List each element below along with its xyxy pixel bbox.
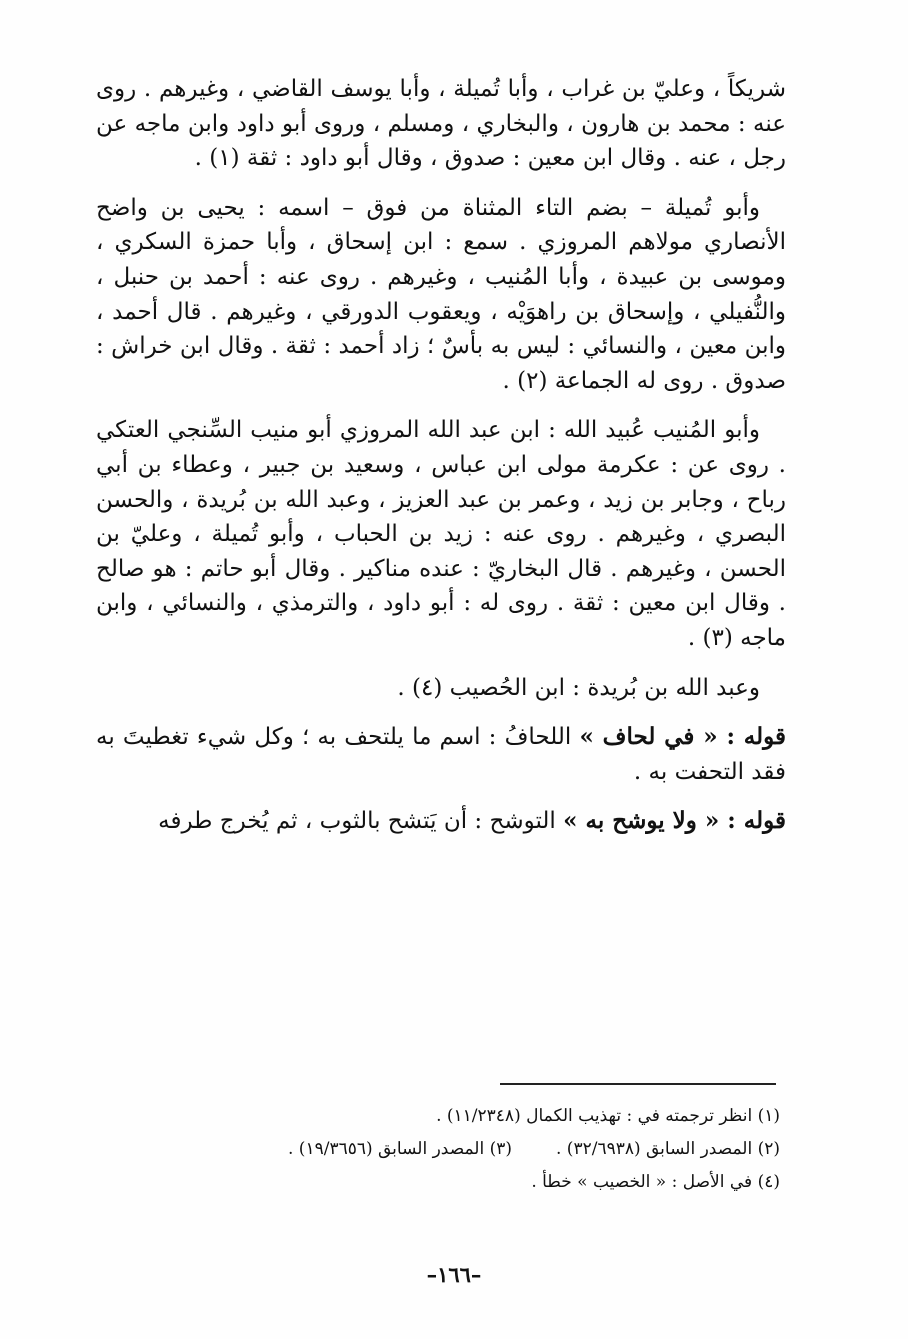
footnote-row-3 xyxy=(96,1166,780,1199)
footnote-1: (١) انظر ترجمته في : تهذيب الكمال (١١/٢٣٤٨) . xyxy=(436,1106,780,1126)
footnote-row-2 xyxy=(96,1133,780,1166)
paragraph-3: وأبو المُنيب عُبيد الله : ابن عبد الله المروزي أبو منيب السِّنجي العتكي . روى عن : عكرمة مولى ابن عباس ، وسعيد بن جبير ، وعطاء بن أبي رباح ، وجابر بن زيد ، وعمر بن عبد العزيز ، وعبد الله بن بُريدة ، والحسن البصري ، وغيرهم . روى عنه : زيد بن الحباب ، وأبو تُميلة ، وعليّ بن الحسن ، وغيرهم . قال البخاريّ : عنده مناكير . وقال أبو حاتم : هو صالح . وقال ابن معين : ثقة . روى له : أبو داود ، والترمذي ، والنسائي ، وابن ماجه (٣) . xyxy=(96,417,786,651)
paragraph-4: وعبد الله بن بُريدة : ابن الحُصيب (٤) . xyxy=(397,674,760,701)
main-text xyxy=(96,72,786,839)
qawl-text-1: اللحافُ : اسم ما يلتحف به ؛ وكل شيء تغطيتَ به فقد التحفت به . xyxy=(96,724,786,785)
footnote-separator xyxy=(500,1083,776,1085)
footnote-row-1 xyxy=(96,1100,780,1133)
page-number: –١٦٦– xyxy=(426,1262,482,1287)
qawl-paragraph-2 xyxy=(96,804,786,839)
qawl-label-1: قوله : « في لحاف » xyxy=(579,723,786,751)
paragraph-1: شريكاً ، وعليّ بن غراب ، وأبا تُميلة ، وأبا يوسف القاضي ، وغيرهم . روى عنه : محمد بن هارون ، والبخاري ، ومسلم ، وروى أبو داود وابن ماجه عن رجل ، عنه . وقال ابن معين : صدوق ، وقال أبو داود : ثقة (١) . xyxy=(96,76,786,172)
footnote-2: (٢) المصدر السابق (٣٢/٦٩٣٨) . xyxy=(556,1139,780,1159)
qawl-paragraph-1 xyxy=(96,720,786,789)
footnote-4: (٤) في الأصل : « الخصيب » خطأ . xyxy=(531,1172,780,1192)
footnotes xyxy=(96,1100,780,1199)
qawl-label-2: قوله : « ولا يوشح به » xyxy=(563,807,786,835)
paragraph-2: وأبو تُميلة – بضم التاء المثناة من فوق – اسمه : يحيى بن واضح الأنصاري مولاهم المروزي . سمع : ابن إسحاق ، وأبا حمزة السكري ، وموسى بن عبيدة ، وأبا المُنيب ، وغيرهم . روى عنه : أحمد بن حنبل ، والنُّفيلي ، وإسحاق بن راهوَيْه ، ويعقوب الدورقي ، وغيرهم . قال أحمد ، وابن معين ، والنسائي : ليس به بأسٌ ؛ زاد أحمد : ثقة . وقال ابن خراش : صدوق . روى له الجماعة (٢) . xyxy=(96,194,786,394)
footnote-3: (٣) المصدر السابق (١٩/٣٦٥٦) . xyxy=(288,1139,512,1159)
qawl-text-2: التوشح : أن يَتشح بالثوب ، ثم يُخرج طرفه xyxy=(158,808,556,835)
